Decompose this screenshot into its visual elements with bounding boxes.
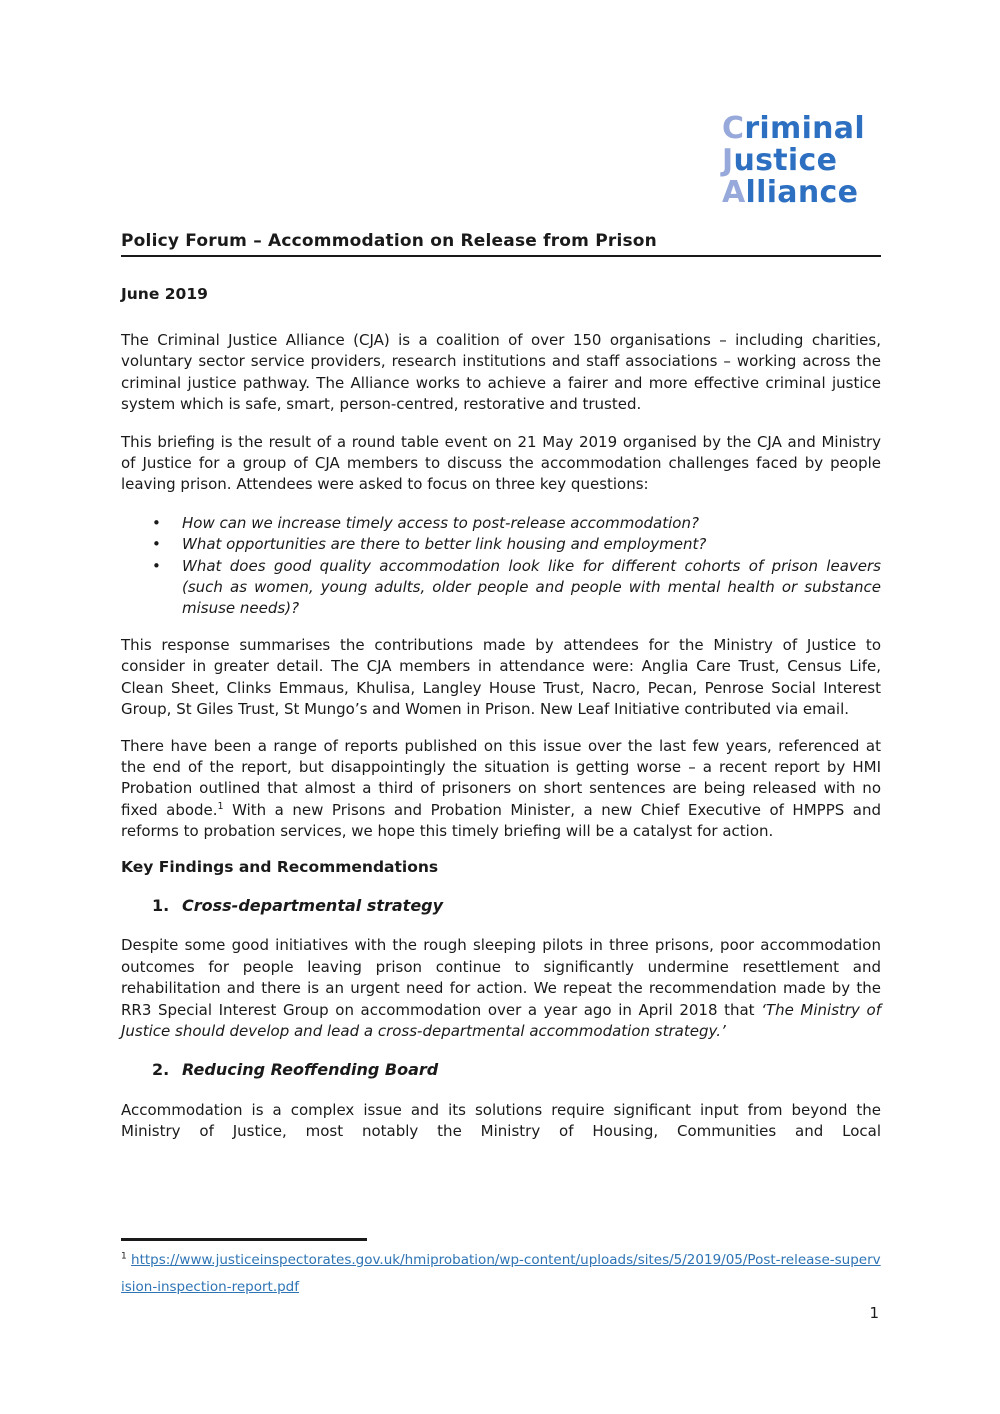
logo-rest-alliance: lliance [745, 175, 859, 210]
reports-text-before: There have been a range of reports published on this issue over the last few years, referenced at the end of the report, but disappointingly the situation is getting worse – a recent report by HMI Probation outlined that almost a third of prisoners on short sentences are being released with no fixed abode. [121, 736, 881, 819]
logo-initial-a: A [722, 175, 746, 210]
footnote-area [121, 1238, 881, 1301]
bullet-icon: • [152, 513, 161, 532]
rec1-quote-text: ‘The Ministry of Justice should develop and lead a cross-departmental accommodation strategy.’ [121, 1000, 881, 1040]
recommendation-1-number: 1. [152, 895, 170, 915]
briefing-paragraph: This briefing is the result of a round table event on 21 May 2019 organised by the CJA and Ministry of Justice for a group of CJA members to discuss the accommodation challenges faced by people leaving prison. Attendees were asked to focus on three key questions: [121, 432, 881, 494]
footnote-link[interactable]: https://www.justiceinspectorates.gov.uk/hmiprobation/wp-content/uploads/sites/5/2019/05/Post-release-supervision-inspection-report.pdf [121, 1252, 881, 1295]
question-text: What opportunities are there to better link housing and employment? [182, 535, 707, 554]
page-number: 1 [869, 1304, 879, 1322]
recommendation-2-title: Reducing Reoffending Board [182, 1060, 439, 1080]
list-item [121, 556, 881, 620]
page-title: Policy Forum – Accommodation on Release from Prison [121, 231, 881, 257]
footnote-separator [121, 1238, 367, 1241]
intro-paragraph: The Criminal Justice Alliance (CJA) is a coalition of over 150 organisations – including charities, voluntary sector service providers, research institutions and staff associations – working across the criminal justice pathway. The Alliance works to achieve a fairer and more effective criminal justice system which is safe, smart, person-centred, restorative and trusted. [121, 331, 881, 414]
key-questions-list [121, 513, 881, 620]
logo-line-alliance [722, 177, 865, 209]
reports-paragraph [121, 736, 881, 843]
logo-line-justice [722, 145, 865, 177]
rec2-paragraph: Accommodation is a complex issue and its solutions require significant input from beyond the Ministry of Justice, most notably the Ministry of Housing, Communities and Local [121, 1100, 881, 1141]
recommendation-1-heading [121, 895, 881, 916]
logo-line-criminal [722, 113, 865, 145]
logo-initial-j: J [722, 143, 734, 178]
bullet-icon: • [152, 535, 161, 554]
footnote-reference: 1 [217, 800, 224, 812]
list-item [121, 534, 881, 555]
logo-initial-c: C [722, 111, 745, 146]
cja-logo [722, 113, 865, 209]
list-item [121, 513, 881, 534]
footnote-marker: 1 [121, 1251, 127, 1262]
recommendation-2-heading [121, 1059, 881, 1080]
rec1-paragraph [121, 935, 881, 1042]
recommendation-2-number: 2. [152, 1060, 170, 1080]
response-paragraph: This response summarises the contributions made by attendees for the Ministry of Justice to consider in greater detail. The CJA members in attendance were: Anglia Care Trust, Census Life, Clean Sheet, Clinks Emmaus, Khulisa, Langley House Trust, Nacro, Pecan, Penrose Social Interest Group, St Giles Trust, St Mungo’s and Women in Prison. New Leaf Initiative contributed via email. [121, 635, 881, 719]
logo-rest-criminal: riminal [744, 111, 865, 146]
bullet-icon: • [152, 556, 161, 575]
logo-rest-justice: ustice [733, 143, 838, 178]
footnote-text [121, 1247, 881, 1301]
doc-date: June 2019 [121, 285, 208, 303]
rec1-text: Despite some good initiatives with the rough sleeping pilots in three prisons, poor accommodation outcomes for people leaving prison continue to significantly undermine resettlement and rehabilitation and there is an urgent need for action. We repeat the recommendation made by the RR3 Special Interest Group on accommodation over a year ago in April 2018 that [121, 936, 881, 1019]
question-text: What does good quality accommodation look like for different cohorts of prison leavers (such as women, young adults, older people and people with mental health or substance misuse needs)? [182, 556, 881, 618]
reports-text-after: With a new Prisons and Probation Minister, a new Chief Executive of HMPPS and reforms to probation services, we hope this timely briefing will be a catalyst for action. [121, 800, 882, 841]
key-findings-heading: Key Findings and Recommendations [121, 857, 439, 876]
recommendation-1-title: Cross-departmental strategy [182, 895, 444, 915]
question-text: How can we increase timely access to post-release accommodation? [182, 513, 699, 532]
